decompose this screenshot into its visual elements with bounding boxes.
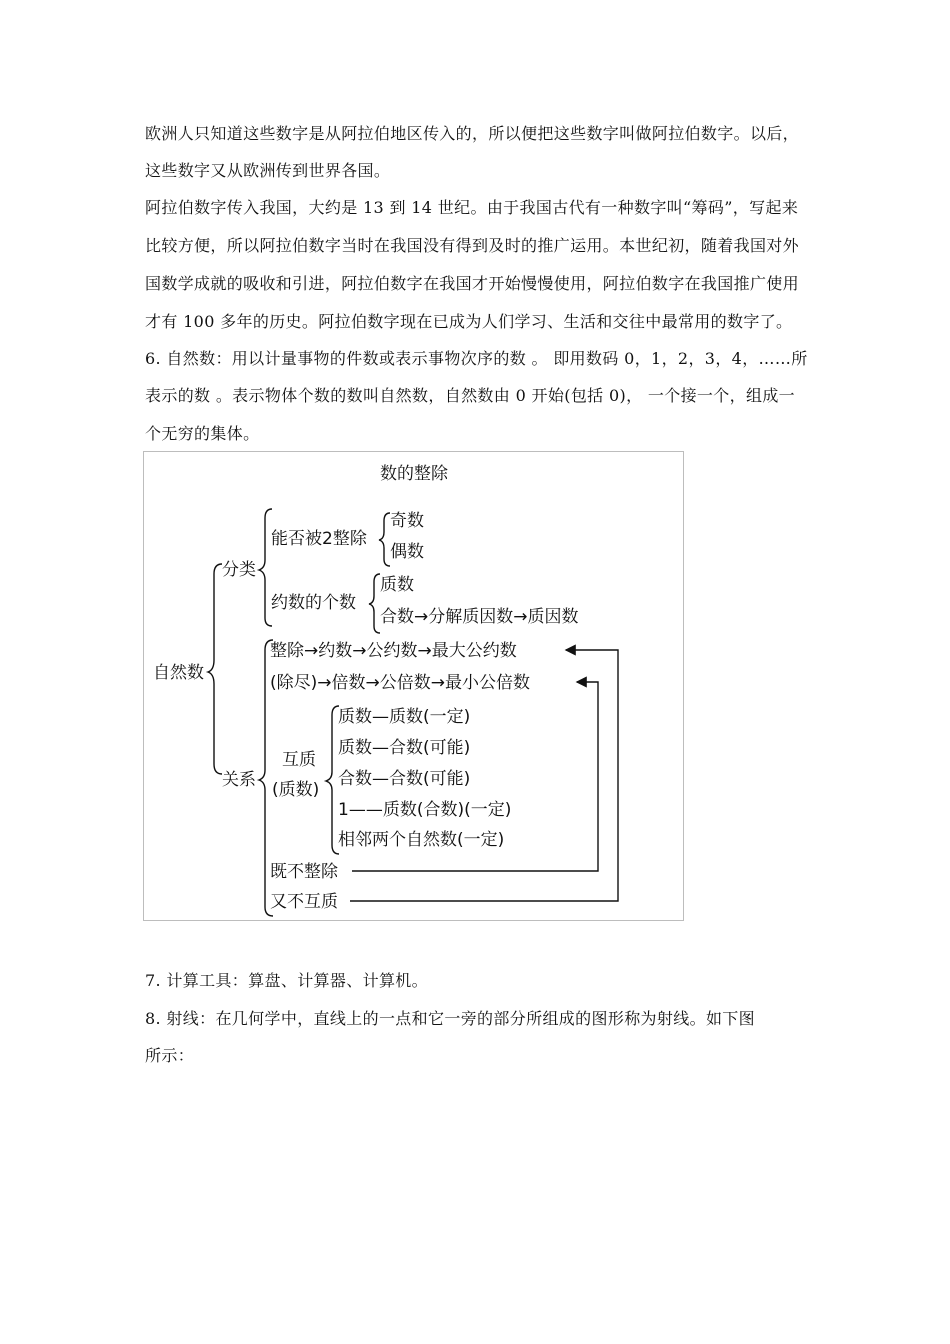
diagram-svg — [144, 452, 685, 922]
paragraph-line: 比较方便，所以阿拉伯数字当时在我国没有得到及时的推广运用。本世纪初，随着我国对外 — [145, 236, 800, 255]
paragraph-line: 才有 100 多年的历史。阿拉伯数字现在已成为人们学习、生活和交往中最常用的数字了。 — [145, 312, 793, 331]
neither-divisible-label: 既不整除 — [270, 862, 338, 882]
coprime-sub-label: (质数) — [272, 780, 320, 800]
diagram-title: 数的整除 — [380, 464, 448, 484]
paragraph-line: 个无穷的集体。 — [145, 424, 260, 443]
paragraph-line: 国数学成就的吸收和引进，阿拉伯数字在我国才开始慢慢使用，阿拉伯数字在我国推广使用 — [145, 274, 800, 293]
paragraph-line: 所示： — [145, 1046, 195, 1065]
branch-classify-label: 分类 — [222, 560, 256, 580]
branch-relation-label: 关系 — [222, 770, 256, 790]
even-label: 偶数 — [390, 542, 424, 562]
paragraph-line: 这些数字又从欧洲传到世界各国。 — [145, 161, 391, 180]
paragraph-line: 8. 射线：在几何学中，直线上的一点和它一旁的部分所组成的图形称为射线。如下图 — [145, 1009, 756, 1028]
multiple-chain-label: (除尽)→倍数→公倍数→最小公倍数 — [270, 673, 530, 693]
odd-label: 奇数 — [390, 511, 424, 531]
divisible-chain-label: 整除→约数→公约数→最大公约数 — [270, 641, 517, 661]
paragraph-line: 6. 自然数：用以计量事物的件数或表示事物次序的数 。 即用数码 0，1，2，3，4，……所 — [145, 349, 808, 368]
divisor-count-label: 约数的个数 — [271, 593, 356, 613]
root-label: 自然数 — [153, 663, 204, 683]
root-brace — [208, 564, 222, 774]
paragraph-line: 阿拉伯数字传入我国，大约是 13 到 14 世纪。由于我国古代有一种数字叫“筹码”，写起来 — [145, 198, 799, 217]
paragraph-line: 表示的数 。表示物体个数的数叫自然数，自然数由 0 开始(包括 0)， 一个接一个，组成一 — [145, 386, 796, 405]
coprime-case-3: 合数—合数(可能) — [338, 769, 471, 789]
coprime-label: 互质 — [282, 750, 316, 770]
natural-number-divisibility-diagram — [143, 451, 684, 921]
coprime-case-1: 质数—质数(一定) — [338, 707, 471, 727]
coprime-case-4: 1——质数(合数)(一定) — [338, 800, 512, 820]
nor-coprime-label: 又不互质 — [270, 892, 338, 912]
paragraph-line: 7. 计算工具：算盘、计算器、计算机。 — [145, 971, 429, 990]
parity-brace — [379, 513, 390, 566]
divisible-by-2-label: 能否被2整除 — [271, 529, 367, 549]
prime-label: 质数 — [380, 575, 414, 595]
divisor-count-brace — [369, 574, 380, 633]
coprime-case-5: 相邻两个自然数(一定) — [338, 830, 505, 850]
paragraph-line: 欧洲人只知道这些数字是从阿拉伯地区传入的，所以便把这些数字叫做阿拉伯数字。以后， — [145, 124, 800, 143]
composite-chain-label: 合数→分解质因数→质因数 — [380, 607, 579, 627]
coprime-case-2: 质数—合数(可能) — [338, 738, 471, 758]
